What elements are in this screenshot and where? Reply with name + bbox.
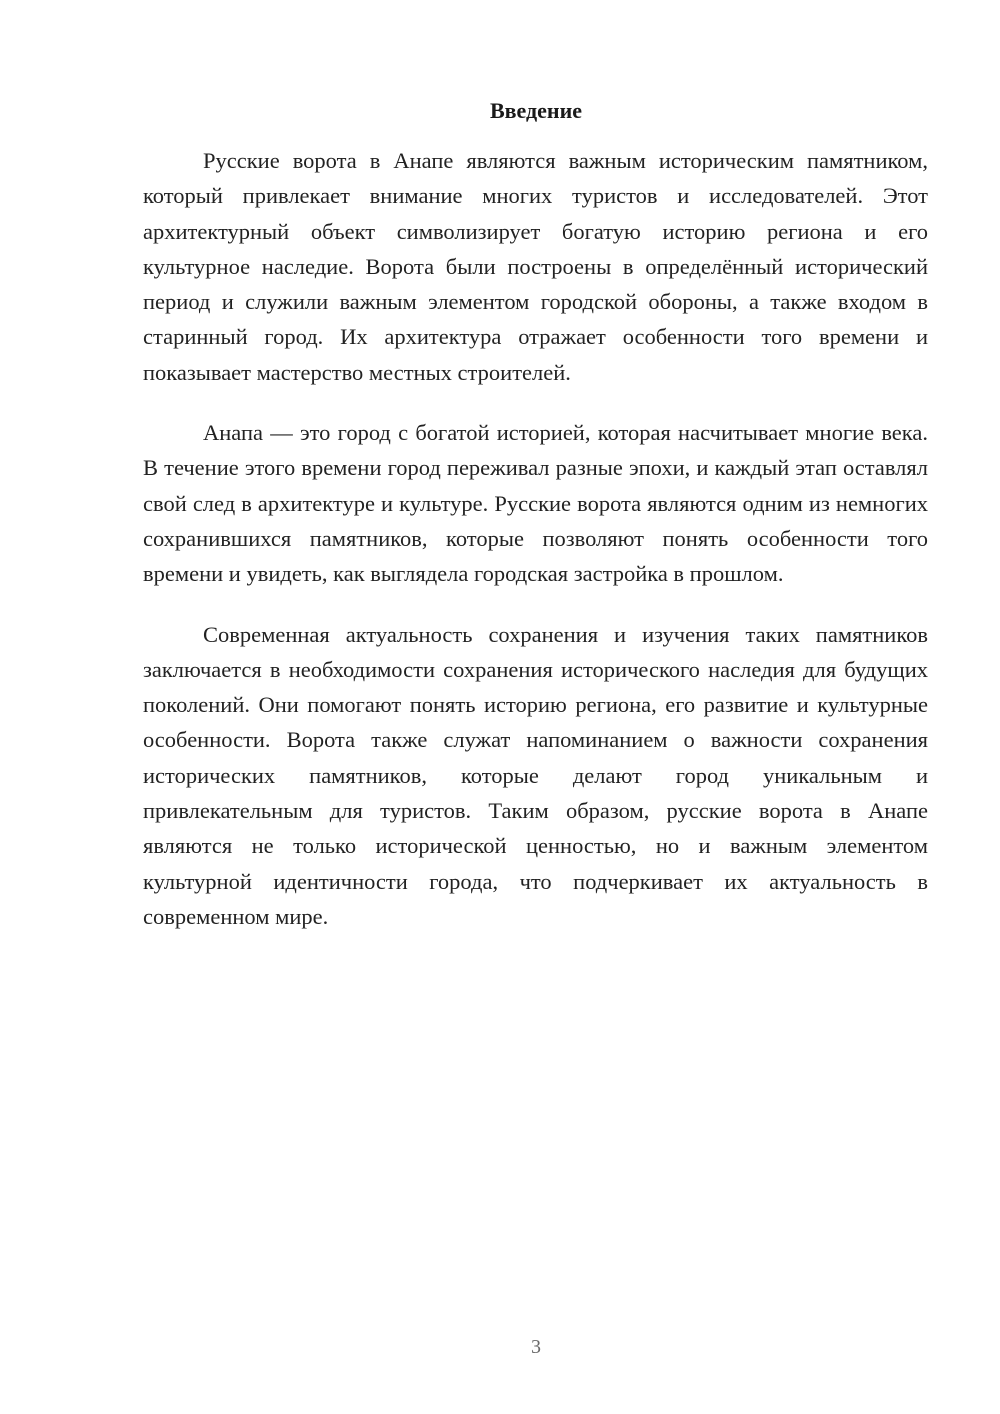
page-number: 3 — [531, 1336, 541, 1358]
paragraph-2: Анапа — это город с богатой историей, которая насчитывает многие века. В течение этого времени город переживал разные эпохи, и каждый этап оставлял свой след в архитектуре и культуре. Русские ворота являются одним из немногих сохранившихся памятников, которые позволяют понять особенности того времени и увидеть, как выглядела городская застройка в прошлом. — [143, 420, 928, 587]
paragraph-3: Современная актуальность сохранения и изучения таких памятников заключается в необходимости сохранения исторического наследия для будущих поколений. Они помогают понять историю региона, его развитие и культурные особенности. Ворота также служат напоминанием о важности сохранения исторических памятников, которые делают город уникальным и привлекательным для туристов. Таким образом, русские ворота в Анапе являются не только исторической ценностью, но и важным элементом культурной идентичности города, что подчеркивает их актуальность в современном мире. — [143, 621, 928, 929]
body-text — [143, 143, 928, 934]
paragraph-1: Русские ворота в Анапе являются важным историческим памятником, который привлекает внимание многих туристов и исследователей. Этот архитектурный объект символизирует богатую историю региона и его культурное наследие. Ворота были построены в определённый исторический период и служили важным элементом городской обороны, а также входом в старинный город. Их архитектура отражает особенности того времени и показывает мастерство местных строителей. — [143, 148, 928, 385]
section-title: Введение — [489, 98, 583, 123]
